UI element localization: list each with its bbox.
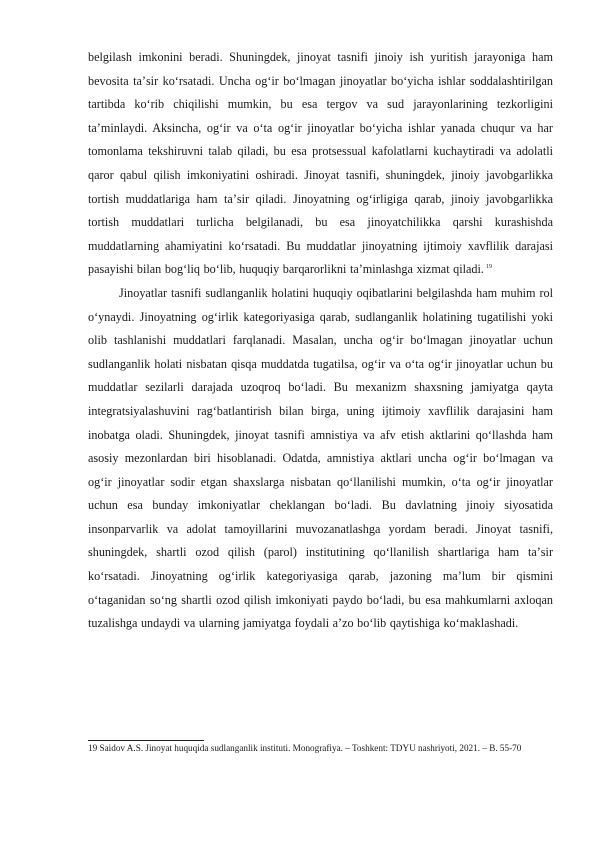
footnote: 19 Saidov A.S. Jinoyat huquqida sudlanganlik instituti. Monografiya. – Toshkent: TDYU nashriyoti, 2021. – B. 55-70 xyxy=(88,743,522,753)
footnote-reference[interactable]: 19 xyxy=(485,264,492,271)
paragraph-1-text: belgilash imkonini beradi. Shuningdek, jinoyat tasnifi jinoiy ish yuritish jarayoniga ham bevosita taʼsir koʻrsatadi. Uncha ogʻir boʻlmagan jinoyatlar boʻyicha ishlar soddalashtirilgan tartibda koʻrib chiqilishi mumkin, bu esa tergov va sud jarayonlarining tezkorligini taʼminlaydi. Aksincha, ogʻir va oʻta ogʻir jinoyatlar boʻyicha ishlar yanada chuqur va har tomonlama tekshiruvni talab qiladi, bu esa protsessual kafolatlarni kuchaytiradi va adolatli qaror qabul qilish imkoniyatini oshiradi. Jinoyat tasnifi, shuningdek, jinoiy javobgarlikka tortish muddatlariga ham taʼsir qiladi. Jinoyatning ogʻirligiga qarab, jinoiy javobgarlikka tortish muddatlari turlicha belgilanadi, bu esa jinoyatchilikka qarshi kurashishda muddatlarning ahamiyatini koʻrsatadi. Bu muddatlar jinoyatning ijtimoiy xavflilik darajasi pasayishi bilan bogʻliq boʻlib, huquqiy barqarorlikni taʼminlashga xizmat qiladi. xyxy=(88,50,553,277)
paragraph-2: Jinoyatlar tasnifi sudlanganlik holatini huquqiy oqibatlarini belgilashda ham muhim rol oʻynaydi. Jinoyatning ogʻirlik kategoriyasiga qarab, sudlanganlik holatining tugatilishi yoki olib tashlanishi muddatlari farqlanadi. Masalan, uncha ogʻir boʻlmagan jinoyatlar uchun sudlanganlik holati nisbatan qisqa muddatda tugatilsa, ogʻir va oʻta ogʻir jinoyatlar uchun bu muddatlar sezilarli darajada uzoqroq boʻladi. Bu mexanizm shaxsning jamiyatga qayta integratsiyalashuvini ragʻbatlantirish bilan birga, uning ijtimoiy xavflilik darajasini ham inobatga oladi. Shuningdek, jinoyat tasnifi amnistiya va afv etish aktlarini qoʻllashda ham asosiy mezonlardan biri hisoblanadi. Odatda, amnistiya aktlari uncha ogʻir boʻlmagan va ogʻir jinoyatlar sodir etgan shaxslarga nisbatan qoʻllanilishi mumkin, oʻta ogʻir jinoyatlar uchun esa bunday imkoniyatlar cheklangan boʻladi. Bu davlatning jinoiy siyosatida insonparvarlik va adolat tamoyillarini muvozanatlashga yordam beradi. Jinoyat tasnifi, shuningdek, shartli ozod qilish (parol) institutining qoʻllanilish shartlariga ham taʼsir koʻrsatadi. Jinoyatning ogʻirlik kategoriyasiga qarab, jazoning maʼlum bir qismini oʻtaganidan soʻng shartli ozod qilish imkoniyati paydo boʻladi, bu esa mahkumlarni axloqan tuzalishga undaydi va ularning jamiyatga foydali aʼzo boʻlib qaytishiga koʻmaklashadi. xyxy=(88,285,553,631)
document-body xyxy=(88,46,553,636)
paragraph-1 xyxy=(88,46,553,282)
footnote-separator xyxy=(88,740,204,741)
